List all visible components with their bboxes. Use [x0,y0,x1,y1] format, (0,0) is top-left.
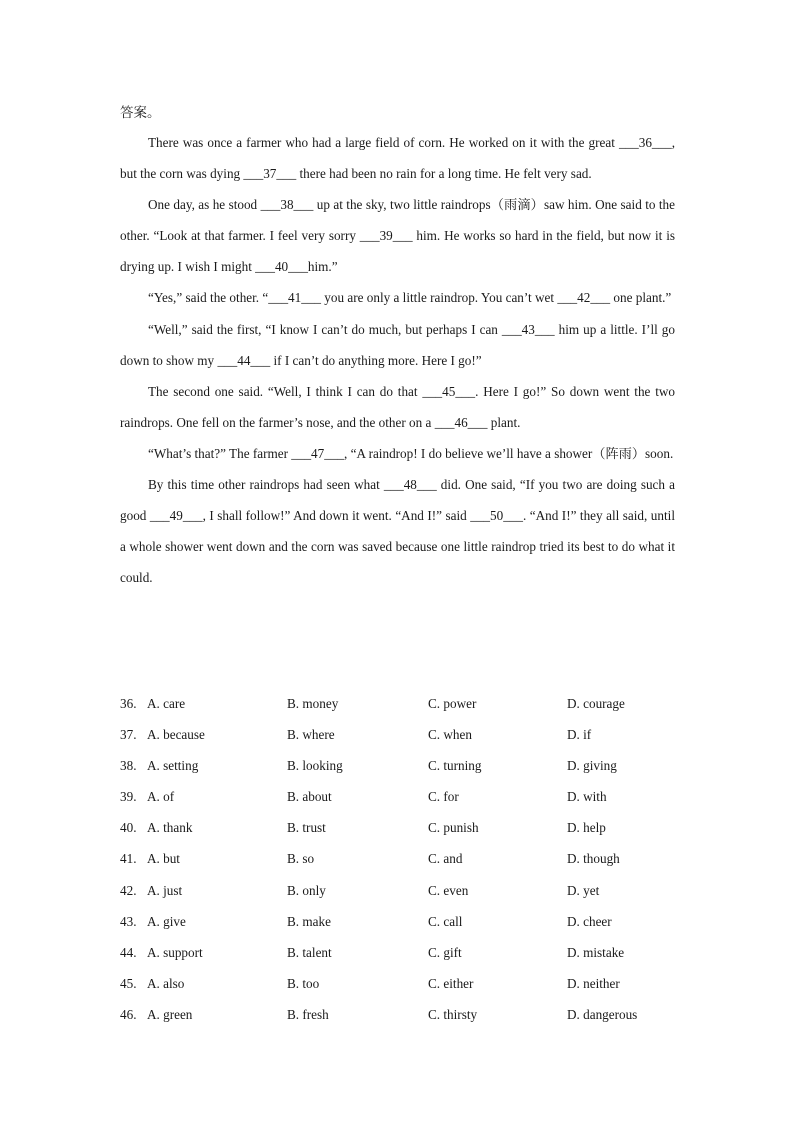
option-a: A. of [147,789,175,805]
question-number: 44. [120,944,137,960]
option-a: A. thank [147,820,193,836]
option-d: D. with [567,789,607,805]
question-row [120,937,680,968]
option-a: A. also [147,975,185,991]
option-a: A. setting [147,758,199,774]
option-a: A. but [147,851,180,867]
option-b: B. make [287,913,331,929]
option-d: D. cheer [567,913,612,929]
option-b: B. so [287,851,315,867]
passage-paragraph: “Well,” said the first, “I know I can’t do much, but perhaps I can ___43___ him up a little. I’ll go down to show my ___44___ if I can’t do anything more. Here I go!” [120,321,675,368]
option-d: D. mistake [567,944,625,960]
question-number: 37. [120,727,137,743]
question-number: 45. [120,975,137,991]
option-d: D. courage [567,696,625,711]
passage-paragraph: There was once a farmer who had a large field of corn. He worked on it with the great ___36___, but the corn was dying ___37___ there had been no rain for a long time. He felt very sad. [120,135,675,182]
question-row [120,688,680,719]
option-a: A. give [147,913,186,929]
option-a: A. because [147,727,205,743]
option-c: C. call [428,913,463,929]
cloze-passage [120,127,675,593]
question-row [120,999,680,1030]
option-a: A. just [147,882,183,898]
option-d: D. help [567,820,606,836]
question-row [120,750,680,781]
option-d: D. neither [567,975,620,991]
passage-paragraph: The second one said. “Well, I think I can do that ___45___. Here I go!” So down went the two raindrops. One fell on the farmer’s nose, and the other on a ___46___ plant. [120,383,675,430]
option-a: A. care [147,696,186,711]
question-row [120,781,680,812]
question-row [120,968,680,999]
option-c: C. even [428,882,469,898]
option-c: C. turning [428,758,482,774]
passage-paragraph: By this time other raindrops had seen what ___48___ did. One said, “If you two are doing such a good ___49___, I shall follow!” And down it went. “And I!” said ___50___. “And I!” they all said, until a whole shower went down and the corn was saved because one little raindrop tried its best to do what it could. [120,477,675,586]
option-d: D. giving [567,758,617,774]
option-b: B. talent [287,944,332,960]
passage-paragraph: “What’s that?” The farmer ___47___, “A raindrop! I do believe we’ll have a shower（阵雨）soon. [148,445,674,461]
option-d: D. if [567,727,592,743]
question-row [120,875,680,906]
option-a: A. support [147,944,203,960]
option-b: B. about [287,789,332,805]
option-b: B. trust [287,820,326,836]
option-c: C. for [428,789,459,805]
option-c: C. gift [428,944,462,960]
question-number: 38. [120,758,137,774]
question-row [120,843,680,874]
option-b: B. looking [287,758,343,774]
option-c: C. and [428,851,463,867]
option-d: D. though [567,851,620,867]
question-number: 36. [120,696,137,711]
question-number: 42. [120,882,137,898]
option-c: C. either [428,975,474,991]
question-number: 41. [120,851,137,867]
option-c: C. punish [428,820,479,836]
option-b: B. where [287,727,335,743]
option-c: C. power [428,696,477,711]
option-c: C. when [428,727,472,743]
question-row [120,906,680,937]
question-row [120,812,680,843]
option-d: D. yet [567,882,600,898]
option-c: C. thirsty [428,1006,478,1022]
option-a: A. green [147,1006,193,1022]
option-b: B. fresh [287,1006,329,1022]
intro-text: 答案。 [120,105,161,120]
question-number: 40. [120,820,137,836]
option-b: B. too [287,975,320,991]
question-number: 39. [120,789,137,805]
question-row [120,719,680,750]
passage-paragraph: One day, as he stood ___38___ up at the sky, two little raindrops（雨滴）saw him. One said to the other. “Look at that farmer. I feel very sorry ___39___ him. He works so hard in the field, but now it is drying up. I wish I might ___40___him.” [120,197,675,275]
passage-paragraph: “Yes,” said the other. “___41___ you are only a little raindrop. You can’t wet ___42___ one plant.” [148,290,672,306]
option-b: B. only [287,882,326,898]
question-number: 46. [120,1006,137,1022]
option-d: D. dangerous [567,1006,638,1022]
answer-options [120,688,680,1030]
question-number: 43. [120,913,137,929]
option-b: B. money [287,696,339,711]
